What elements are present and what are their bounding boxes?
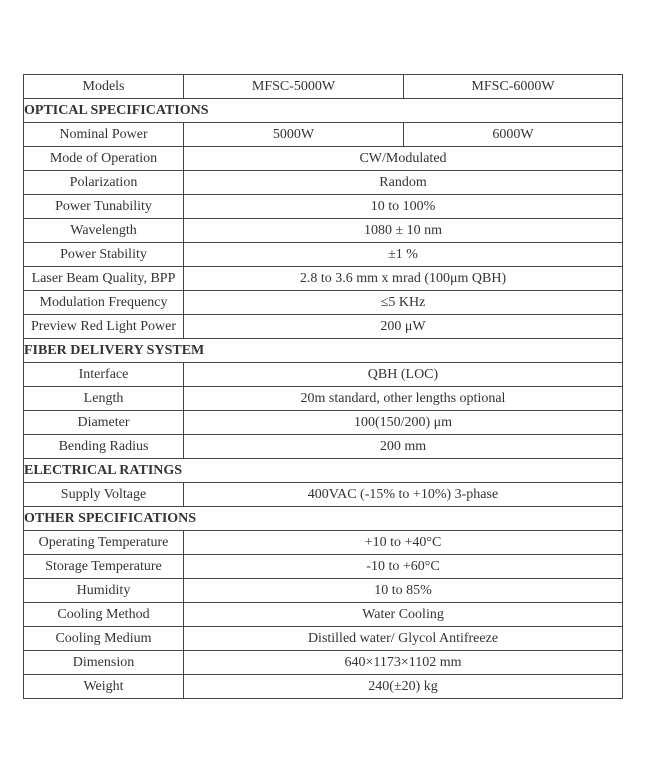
- spec-value-cell: Distilled water/ Glycol Antifreeze: [184, 627, 623, 651]
- spec-table-body: [24, 75, 623, 699]
- spec-value-cell: CW/Modulated: [184, 147, 623, 171]
- spec-value-cell: ±1 %: [184, 243, 623, 267]
- spec-value-cell: 6000W: [404, 123, 623, 147]
- section-title: OPTICAL SPECIFICATIONS: [24, 99, 623, 123]
- spec-label-cell: Cooling Medium: [24, 627, 184, 651]
- spec-row-diameter: [24, 411, 623, 435]
- spec-label-cell: Laser Beam Quality, BPP: [24, 267, 184, 291]
- spec-value-cell: 5000W: [184, 123, 404, 147]
- spec-label-cell: Modulation Frequency: [24, 291, 184, 315]
- spec-value-cell: Water Cooling: [184, 603, 623, 627]
- spec-label-cell: Preview Red Light Power: [24, 315, 184, 339]
- spec-row-bending-radius: [24, 435, 623, 459]
- spec-value-cell: 200 μW: [184, 315, 623, 339]
- spec-row-cooling-medium: [24, 627, 623, 651]
- section-title: ELECTRICAL RATINGS: [24, 459, 623, 483]
- spec-label-cell: Humidity: [24, 579, 184, 603]
- spec-value-cell: 640×1173×1102 mm: [184, 651, 623, 675]
- spec-label-cell: Interface: [24, 363, 184, 387]
- spec-row-weight: [24, 675, 623, 699]
- spec-row-storage-temperature: [24, 555, 623, 579]
- spec-value-cell: 2.8 to 3.6 mm x mrad (100μm QBH): [184, 267, 623, 291]
- spec-label-cell: Power Stability: [24, 243, 184, 267]
- spec-value-cell: 1080 ± 10 nm: [184, 219, 623, 243]
- spec-value-cell: 100(150/200) μm: [184, 411, 623, 435]
- header-label-cell: Models: [24, 75, 184, 99]
- spec-row-power-tunability: [24, 195, 623, 219]
- spec-label-cell: Bending Radius: [24, 435, 184, 459]
- spec-row-length: [24, 387, 623, 411]
- section-title: OTHER SPECIFICATIONS: [24, 507, 623, 531]
- spec-value-cell: -10 to +60°C: [184, 555, 623, 579]
- spec-row-dimension: [24, 651, 623, 675]
- spec-row-nominal-power: [24, 123, 623, 147]
- spec-value-cell: QBH (LOC): [184, 363, 623, 387]
- spec-row-supply-voltage: [24, 483, 623, 507]
- spec-row-polarization: [24, 171, 623, 195]
- section-row-other-specifications: [24, 507, 623, 531]
- spec-label-cell: Storage Temperature: [24, 555, 184, 579]
- section-row-fiber-delivery-system: [24, 339, 623, 363]
- spec-row-power-stability: [24, 243, 623, 267]
- spec-label-cell: Diameter: [24, 411, 184, 435]
- spec-value-cell: Random: [184, 171, 623, 195]
- spec-label-cell: Power Tunability: [24, 195, 184, 219]
- section-title: FIBER DELIVERY SYSTEM: [24, 339, 623, 363]
- spec-label-cell: Length: [24, 387, 184, 411]
- spec-value-cell: 10 to 100%: [184, 195, 623, 219]
- spec-value-cell: 20m standard, other lengths optional: [184, 387, 623, 411]
- spec-label-cell: Nominal Power: [24, 123, 184, 147]
- spec-value-cell: 200 mm: [184, 435, 623, 459]
- spec-row-preview-red-light-power: [24, 315, 623, 339]
- header-model-a-cell: MFSC-5000W: [184, 75, 404, 99]
- spec-row-operating-temperature: [24, 531, 623, 555]
- spec-value-cell: ≤5 KHz: [184, 291, 623, 315]
- spec-label-cell: Supply Voltage: [24, 483, 184, 507]
- spec-label-cell: Wavelength: [24, 219, 184, 243]
- spec-label-cell: Weight: [24, 675, 184, 699]
- spec-row-wavelength: [24, 219, 623, 243]
- header-row: [24, 75, 623, 99]
- spec-value-cell: +10 to +40°C: [184, 531, 623, 555]
- spec-row-cooling-method: [24, 603, 623, 627]
- section-row-electrical-ratings: [24, 459, 623, 483]
- spec-label-cell: Operating Temperature: [24, 531, 184, 555]
- spec-label-cell: Polarization: [24, 171, 184, 195]
- spec-value-cell: 400VAC (-15% to +10%) 3-phase: [184, 483, 623, 507]
- spec-row-humidity: [24, 579, 623, 603]
- spec-label-cell: Dimension: [24, 651, 184, 675]
- section-row-optical-specifications: [24, 99, 623, 123]
- header-model-b-cell: MFSC-6000W: [404, 75, 623, 99]
- spec-label-cell: Cooling Method: [24, 603, 184, 627]
- spec-label-cell: Mode of Operation: [24, 147, 184, 171]
- spec-row-mode-of-operation: [24, 147, 623, 171]
- spec-value-cell: 240(±20) kg: [184, 675, 623, 699]
- spec-row-interface: [24, 363, 623, 387]
- spec-row-laser-beam-quality-bpp: [24, 267, 623, 291]
- spec-table: [23, 74, 623, 699]
- spec-value-cell: 10 to 85%: [184, 579, 623, 603]
- spec-row-modulation-frequency: [24, 291, 623, 315]
